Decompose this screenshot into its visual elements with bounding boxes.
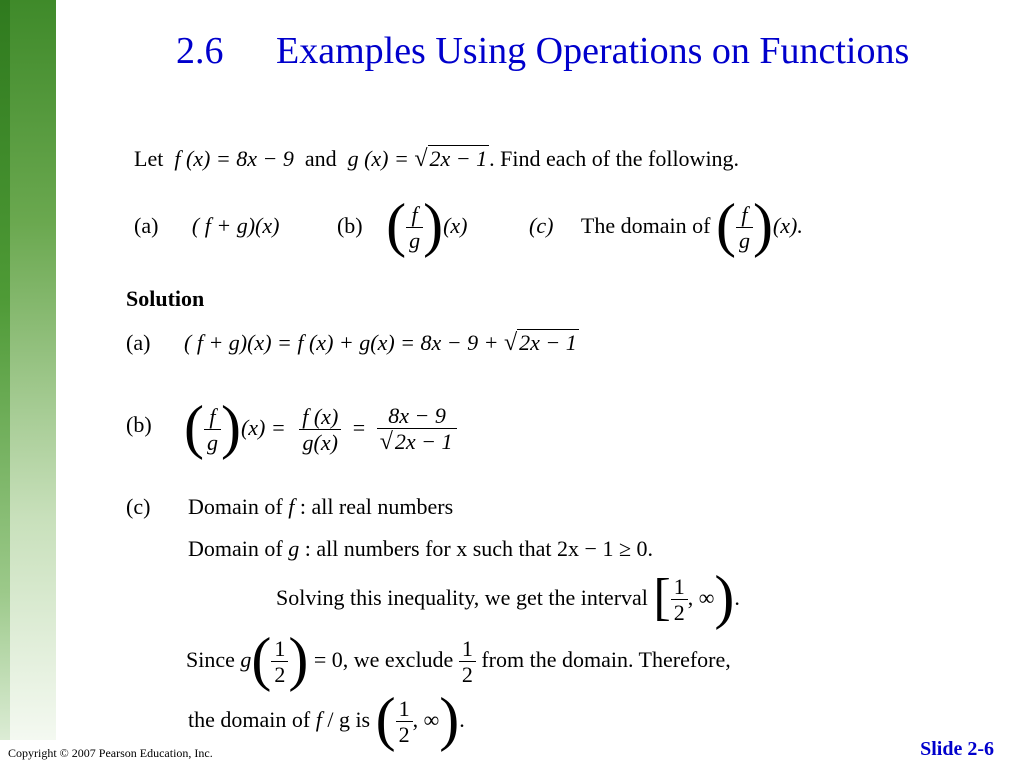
part-a-expression: ( f + g)(x)	[191, 213, 280, 238]
solution-a-label: (a)	[126, 330, 151, 355]
solution-c-line-4: Since g( $\frac{1}{2}$ ) = 0, we exclude $\frac{1}{2}$ from the domain. Therefore,	[186, 625, 731, 692]
sqrt-expression: √2x − 1	[414, 146, 488, 172]
paren-close: )	[423, 191, 444, 258]
part-c-text: The domain of	[580, 213, 711, 238]
paren-close: )	[439, 685, 460, 752]
fx-over-gx-fraction: $\frac{f (x)}{g(x)}$	[299, 404, 341, 456]
paren-open: (	[715, 191, 736, 258]
solution-c-line-1: Domain of f : all real numbers	[188, 494, 454, 519]
paren-close: )	[220, 393, 241, 460]
solution-b-expression	[184, 388, 457, 468]
problem-line-2	[134, 186, 803, 266]
solution-c-label: (c)	[126, 494, 151, 519]
one-half-fraction: $\frac{1}{2}$	[671, 574, 688, 626]
solution-b-tail: (x) =	[240, 415, 292, 440]
f-over-g-fraction: $\frac{f}{g}$	[736, 202, 753, 254]
radicand: 2x − 1	[429, 146, 488, 171]
solution-c-line-5: the domain of f / g is ( $\frac{1}{2}$ , ∞).	[188, 685, 465, 752]
paren-open: (	[184, 393, 204, 460]
let-word: Let	[134, 146, 164, 171]
part-c-tail: (x).	[772, 213, 803, 238]
sidebar-edge	[0, 0, 10, 740]
part-c-label: (c)	[529, 213, 554, 238]
one-half-fraction: $\frac{1}{2}$	[271, 636, 288, 688]
find-text: . Find each of the following.	[489, 146, 740, 171]
solution-a-expression: ( f + g)(x) = f (x) + g(x) = 8x − 9 + √2x − 1	[184, 330, 577, 356]
g-definition-lhs: g (x) =	[347, 146, 415, 171]
paren-close: )	[714, 563, 735, 630]
paren-close: )	[288, 625, 309, 692]
slide-number: Slide 2-6	[920, 738, 994, 760]
solution-heading: Solution	[126, 286, 205, 311]
copyright-notice: Copyright © 2007 Pearson Education, Inc.	[8, 746, 213, 760]
final-fraction: $\frac{8x - 9}{√2x - 1}$	[377, 403, 458, 457]
radicand: 2x − 1	[519, 330, 577, 355]
title-text: Examples Using Operations on Functions	[276, 30, 910, 72]
paren-open: (	[251, 625, 272, 692]
part-a-label: (a)	[134, 213, 159, 238]
solution-c-line-2: Domain of g : all numbers for x such that 2x − 1 ≥ 0.	[188, 536, 654, 561]
paren-open: (	[375, 685, 396, 752]
one-half-fraction: $\frac{1}{2}$	[459, 636, 476, 688]
equals-sign: =	[352, 415, 366, 440]
solution-b-label: (b)	[126, 412, 152, 437]
one-half-fraction: $\frac{1}{2}$	[396, 696, 413, 748]
section-number: 2.6	[176, 30, 224, 72]
bracket-open: [	[653, 568, 671, 626]
problem-line-1	[134, 146, 739, 173]
paren-open: (	[386, 191, 407, 258]
f-over-g-fraction: $\frac{f}{g}$	[204, 404, 221, 456]
part-b-tail: (x)	[443, 213, 468, 238]
sqrt-expression: √2x − 1	[503, 330, 577, 356]
f-definition: f (x) = 8x − 9	[174, 146, 294, 171]
f-over-g-fraction: $\frac{f}{g}$	[406, 202, 423, 254]
solution-c-line-3: Solving this inequality, we get the interval [ $\frac{1}{2}$ , ∞).	[276, 563, 740, 630]
paren-close: )	[752, 191, 773, 258]
and-word: and	[304, 146, 337, 171]
part-b-label: (b)	[336, 213, 363, 238]
